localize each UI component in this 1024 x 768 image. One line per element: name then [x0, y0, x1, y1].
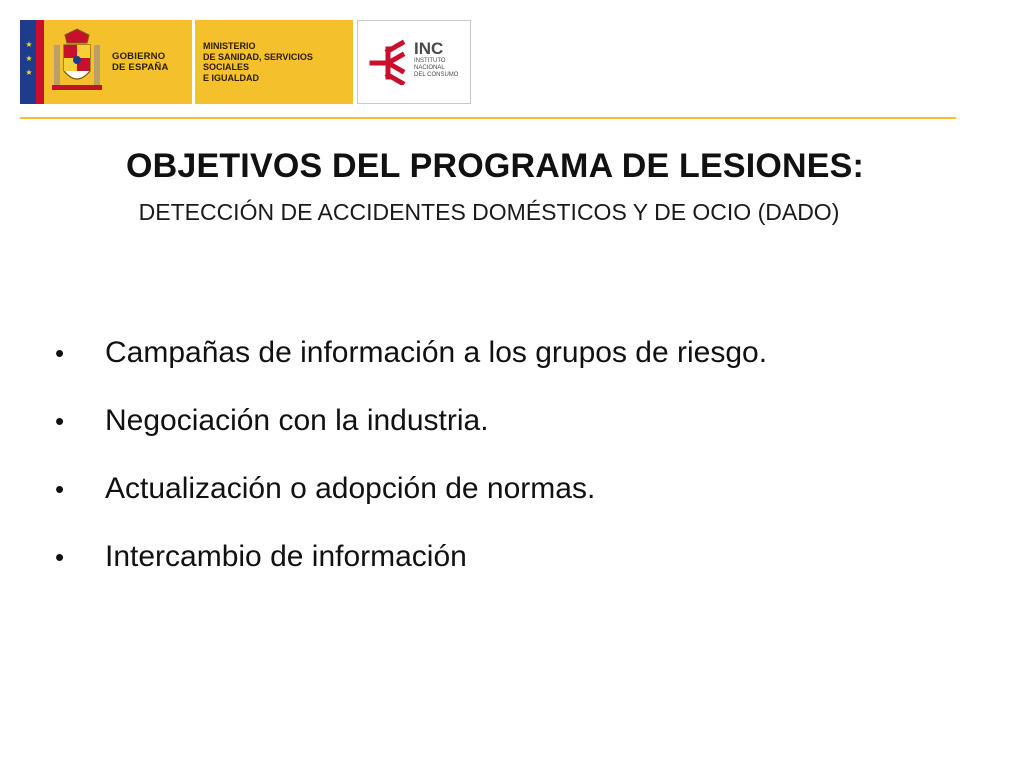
bullet-item — [55, 466, 767, 534]
gobierno-logo — [44, 20, 192, 104]
inc-texts — [414, 40, 458, 79]
bullet-text: Intercambio de información — [105, 540, 467, 573]
gobierno-text — [112, 51, 169, 73]
eu-flag-bar — [20, 20, 44, 104]
ministerio-logo — [194, 20, 353, 104]
flag-red-stripe — [36, 20, 44, 104]
bullet-item — [55, 398, 767, 466]
inc-title: INC — [414, 38, 444, 58]
bullet-item — [55, 330, 767, 398]
bullet-text: Negociación con la industria. — [105, 404, 489, 437]
gobierno-line1: GOBIERNO — [112, 51, 166, 62]
ministerio-text: MINISTERIO DE SANIDAD, SERVICIOS SOCIALES E IGUALDAD — [203, 41, 313, 83]
bullet-text: Campañas de información a los grupos de riesgo. — [105, 336, 768, 369]
bullet-icon: • — [55, 406, 65, 436]
gobierno-line2: DE ESPAÑA — [112, 62, 169, 73]
inc-logo — [357, 20, 471, 104]
header-divider — [20, 117, 956, 119]
bullet-text: Actualización o adopción de normas. — [105, 472, 596, 505]
bullet-icon: • — [55, 542, 65, 572]
inc-subtitle: INSTITUTO NACIONAL DEL CONSUMO — [414, 57, 459, 78]
slide-title: OBJETIVOS DEL PROGRAMA DE LESIONES: — [125, 147, 865, 185]
slide-subtitle: DETECCIÓN DE ACCIDENTES DOMÉSTICOS Y DE OCIO (DADO) — [138, 199, 840, 225]
header-logo-strip — [20, 20, 471, 104]
eu-stars-icon: ★ ★ ★ — [25, 40, 33, 77]
bullet-icon: • — [55, 338, 65, 368]
coat-of-arms-icon — [50, 27, 104, 97]
bullet-icon: • — [55, 474, 65, 504]
bullet-list — [55, 330, 767, 602]
bullet-item — [55, 534, 767, 602]
inc-mark-icon — [368, 39, 410, 85]
